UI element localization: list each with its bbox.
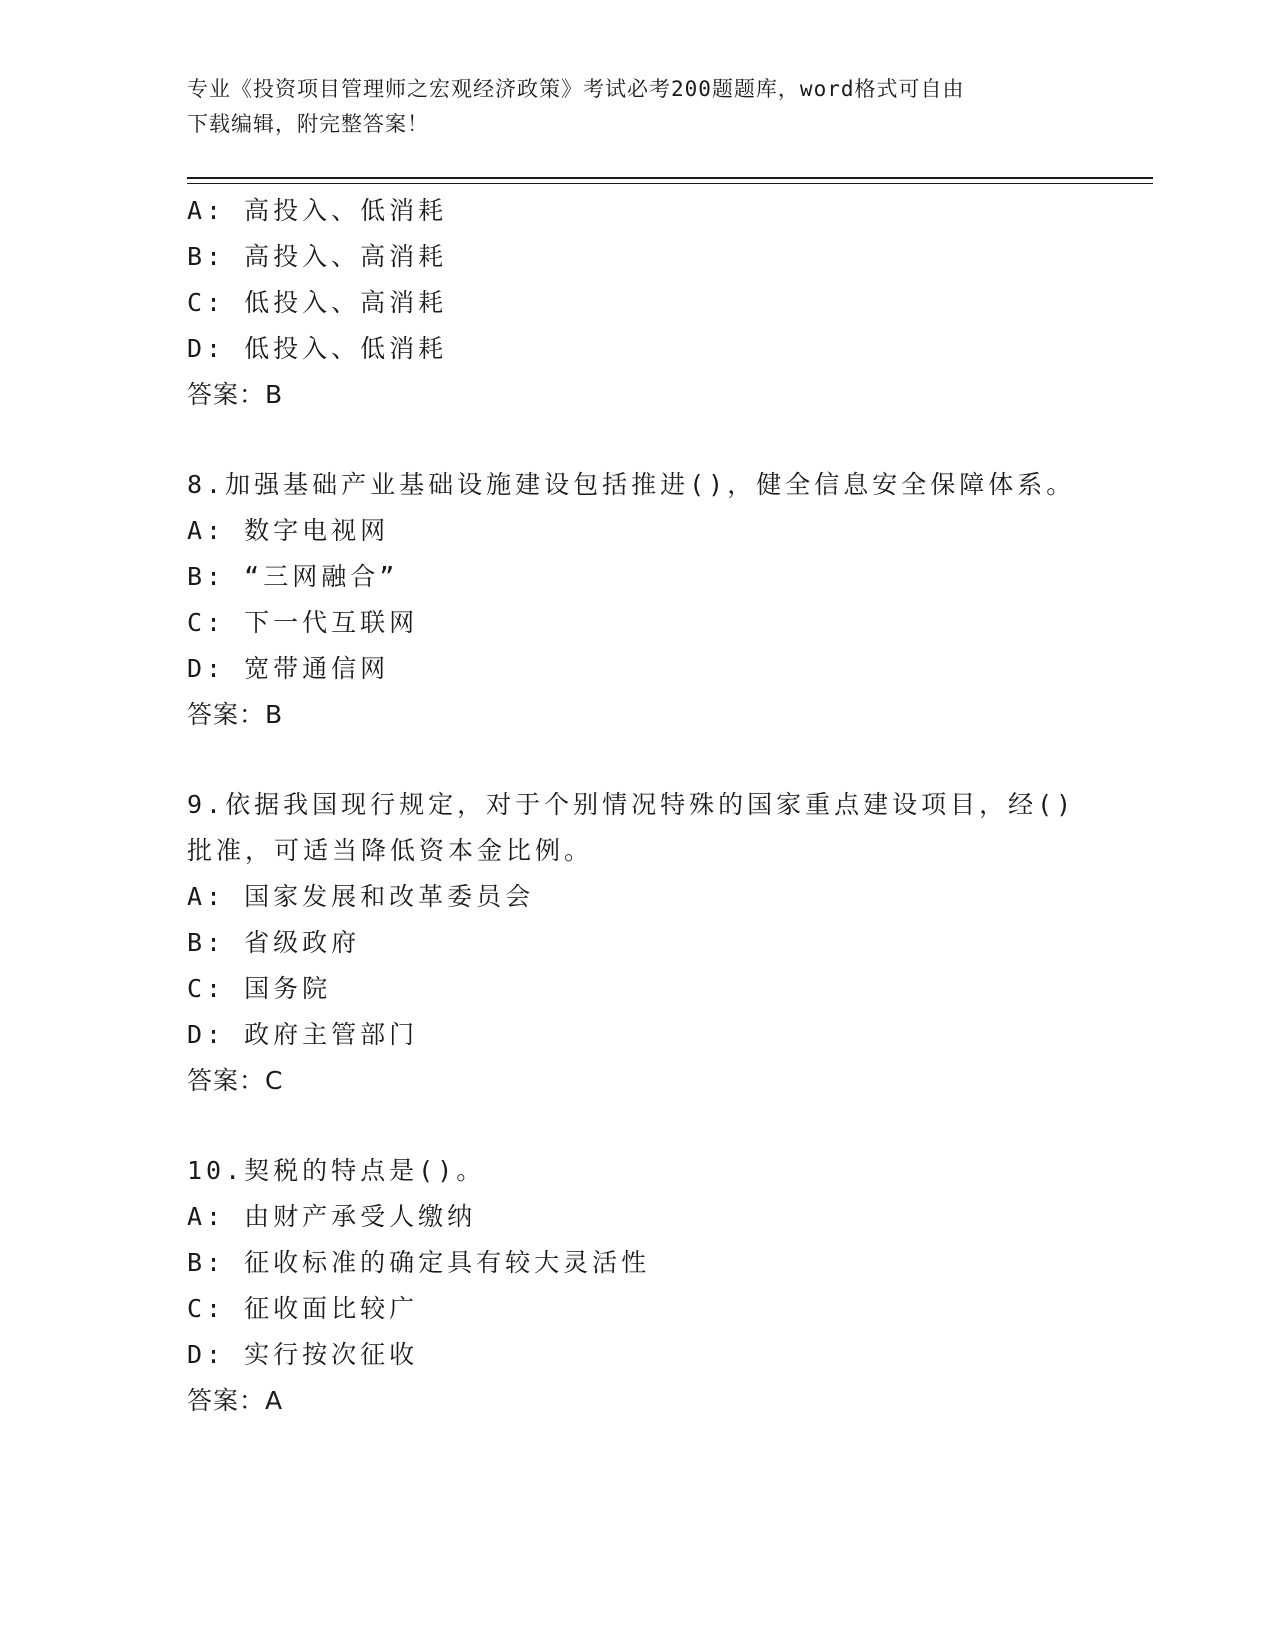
- option-a: A: 国家发展和改革委员会: [187, 882, 535, 911]
- option-d: D: 宽带通信网: [187, 654, 390, 683]
- question-stem: 9.依据我国现行规定，对于个别情况特殊的国家重点建设项目，经(): [187, 790, 1076, 819]
- header-title-line-1: 专业《投资项目管理师之宏观经济政策》考试必考200题题库，word格式可自由: [187, 77, 965, 101]
- document-header: [187, 72, 1087, 142]
- option-d: D: 实行按次征收: [187, 1340, 419, 1369]
- option-c: C: 征收面比较广: [187, 1294, 419, 1323]
- option-b: B: 高投入、高消耗: [187, 242, 448, 271]
- option-b: B: 征收标准的确定具有较大灵活性: [187, 1248, 651, 1277]
- header-title-line-2: 下载编辑，附完整答案！: [187, 112, 429, 136]
- option-b: B: 省级政府: [187, 928, 361, 957]
- answer-line: 答案：A: [187, 1386, 284, 1415]
- option-a: A: 数字电视网: [187, 516, 390, 545]
- answer-line: 答案：B: [187, 700, 284, 729]
- question-stem: 8.加强基础产业基础设施建设包括推进()，健全信息安全保障体系。: [187, 470, 1076, 499]
- option-a: A: 高投入、低消耗: [187, 196, 448, 225]
- question-block: [187, 1148, 1147, 1424]
- question-stem-continued: 批准，可适当降低资本金比例。: [187, 836, 594, 865]
- option-b: B: “三网融合”: [187, 562, 399, 591]
- answer-line: 答案：B: [187, 380, 284, 409]
- question-block: [187, 782, 1147, 1104]
- header-divider-thin: [187, 183, 1153, 184]
- option-c: C: 下一代互联网: [187, 608, 419, 637]
- option-c: C: 低投入、高消耗: [187, 288, 448, 317]
- question-stem: 10.契税的特点是()。: [187, 1156, 486, 1185]
- option-d: D: 低投入、低消耗: [187, 334, 448, 363]
- question-list: [187, 188, 1147, 1424]
- question-block: [187, 462, 1147, 738]
- header-divider-thick: [187, 177, 1153, 179]
- question-block: [187, 188, 1147, 418]
- option-d: D: 政府主管部门: [187, 1020, 419, 1049]
- answer-line: 答案：C: [187, 1066, 284, 1095]
- option-a: A: 由财产承受人缴纳: [187, 1202, 477, 1231]
- option-c: C: 国务院: [187, 974, 332, 1003]
